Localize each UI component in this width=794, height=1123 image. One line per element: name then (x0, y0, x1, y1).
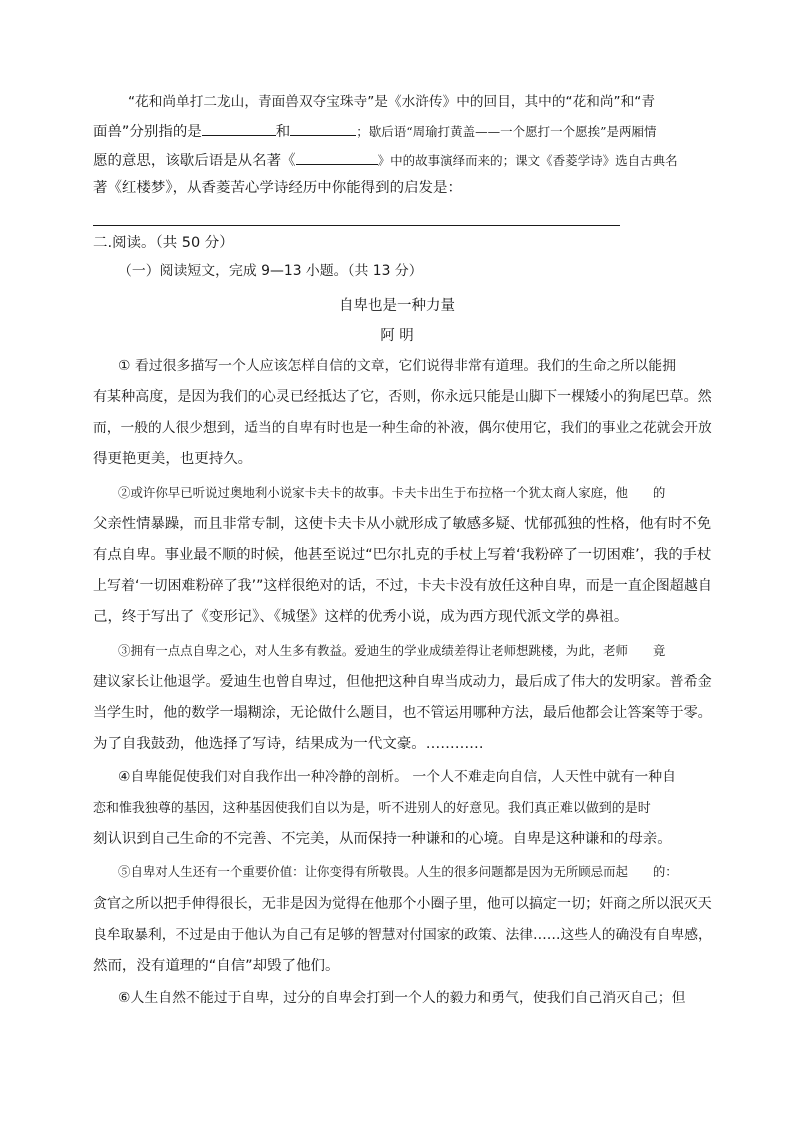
intro-line-4 (93, 178, 713, 198)
paragraph-2-line (93, 514, 713, 534)
article-title (0, 296, 794, 316)
answer-blank-1[interactable] (202, 120, 276, 136)
paragraph-5-line (93, 894, 713, 914)
paragraph-text: 上写着‘一切困难粉碎了我’”这样很绝对的话，不过，卡夫卡没有放任这种自卑，而是一直企图超越自 (93, 578, 712, 594)
paragraph-4-line (93, 829, 713, 849)
paragraph-2-line (93, 545, 713, 565)
paragraph-4-line (93, 799, 713, 819)
paragraph-text: 贪官之所以把手伸得很长，无非是因为觉得在他那个小圈子里，他可以搞定一切；奸商之所以泯灭天 (93, 896, 712, 912)
paragraph-text: 而，一般的人很少想到，适当的自卑有时也是一种生命的补液，偶尔使用它，我们的事业之花就会开放 (93, 420, 712, 436)
answer-line[interactable] (93, 225, 620, 226)
paragraph-3-line (93, 703, 713, 723)
paragraph-text: 为了自我鼓劲，他选择了写诗，结果成为一代文豪。………… (93, 736, 484, 752)
paragraph-text: ⑤自卑对人生还有一个重要价值：让你变得有所敬畏。人生的很多问题都是因为无所顾忌而起 的： (118, 864, 678, 879)
intro-text: 面兽”分别指的是 (93, 124, 202, 140)
paragraph-text: 当学生时，他的数学一塌糊涂，无论做什么题目，也不管运用哪种方法，最后他都会让答案等于零。 (93, 705, 712, 721)
intro-text: 愿的意思，该歇后语是从名著《 (93, 153, 296, 169)
answer-blank-2[interactable] (290, 120, 356, 136)
paragraph-text: 然而，没有道理的“自信”却毁了他们。 (93, 958, 340, 974)
paragraph-3-line (118, 641, 738, 661)
section-heading (93, 233, 713, 253)
paragraph-1-line (118, 356, 738, 376)
paragraph-5-line (93, 956, 713, 976)
intro-text: 》中的故事演绎而来的；课文《香菱学诗》选自古典名 (377, 153, 678, 168)
paragraph-1-line (93, 387, 713, 407)
article-author (0, 326, 794, 346)
intro-text: 和 (275, 124, 291, 140)
paragraph-text: ④自卑能促使我们对自我作出一种冷静的剖析。 一个人不难走向自信，人天性中就有一种自 (118, 769, 676, 785)
intro-line-2 (93, 120, 713, 142)
article-title-text: 自卑也是一种力量 (339, 298, 455, 314)
paragraph-text: ⑥人生自然不能过于自卑，过分的自卑会打到一个人的毅力和勇气，使我们自己消灭自己；但 (118, 990, 686, 1006)
paragraph-text: 刻认识到自己生命的不完善、不完美，从而保持一种谦和的心境。自卑是这种谦和的母亲。 (93, 831, 672, 847)
paragraph-1-line (93, 449, 713, 469)
paragraph-5-line (118, 862, 738, 882)
intro-line-1 (128, 92, 748, 112)
subsection-heading (118, 261, 738, 281)
paragraph-5-line (93, 925, 713, 945)
paragraph-6-line (118, 988, 738, 1008)
paragraph-2-line (118, 483, 738, 503)
paragraph-text: 己，终于写出了《变形记》、《城堡》这样的优秀小说，成为西方现代派文学的鼻祖。 (93, 609, 629, 625)
intro-text: 著《红楼梦》，从香菱苦心学诗经历中你能得到的启发是： (93, 180, 462, 196)
paragraph-text: 有某种高度，是因为我们的心灵已经抵达了它，否则，你永远只能是山脚下一棵矮小的狗尾巴草。然 (93, 389, 712, 405)
intro-text: ；歇后语“周瑜打黄盖——一个愿打一个愿挨”是两厢情 (356, 124, 657, 139)
subsection-heading-text: （一）阅读短文，完成 9—13 小题。（共 13 分） (118, 263, 423, 279)
intro-line-3 (93, 149, 713, 171)
answer-blank-3[interactable] (296, 149, 378, 165)
paragraph-4-line (118, 767, 738, 787)
paragraph-text: 有点自卑。事业最不顺的时候，他甚至说过“巴尔扎克的手杖上写着‘我粉碎了一切困难’，我的手杖 (93, 547, 712, 563)
paragraph-text: ③拥有一点点自卑之心，对人生多有教益。爱迪生的学业成绩差得让老师想跳楼，为此，老师 竟 (118, 643, 666, 658)
paragraph-2-line (93, 576, 713, 596)
paragraph-text: ②或许你早已听说过奥地利小说家卡夫卡的故事。卡夫卡出生于布拉格一个犹太商人家庭，他 的 (118, 485, 666, 500)
paragraph-3-line (93, 672, 713, 692)
paragraph-1-line (93, 418, 713, 438)
article-author-text: 阿 明 (380, 328, 414, 344)
intro-text: “花和尚单打二龙山，青面兽双夺宝珠寺”是《水浒传》中的回目，其中的“花和尚”和“青 (128, 94, 655, 110)
paragraph-2-line (93, 607, 713, 627)
paragraph-text: 恋和惟我独尊的基因，这种基因使我们自以为是，听不进别人的好意见。我们真正难以做到的是时 (93, 801, 651, 816)
paragraph-text: 良牟取暴利，不过是由于他认为自己有足够的智慧对付国家的政策、法律……这些人的确没有自卑感， (93, 927, 712, 943)
paragraph-text: 父亲性情暴躁，而且非常专制，这使卡夫卡从小就形成了敏感多疑、忧郁孤独的性格，他有时不免 (93, 516, 712, 532)
paragraph-text: 得更艳更美，也更持久。 (93, 451, 253, 467)
paragraph-3-line (93, 734, 713, 754)
paragraph-text: ① 看过很多描写一个人应该怎样自信的文章，它们说得非常有道理。我们的生命之所以能拥 (118, 358, 676, 374)
paragraph-text: 建议家长让他退学。爱迪生也曾自卑过，但他把这种自卑当成动力，最后成了伟大的发明家。普希金 (93, 674, 712, 690)
section-heading-text: 二.阅读。（共 50 分） (93, 235, 234, 251)
